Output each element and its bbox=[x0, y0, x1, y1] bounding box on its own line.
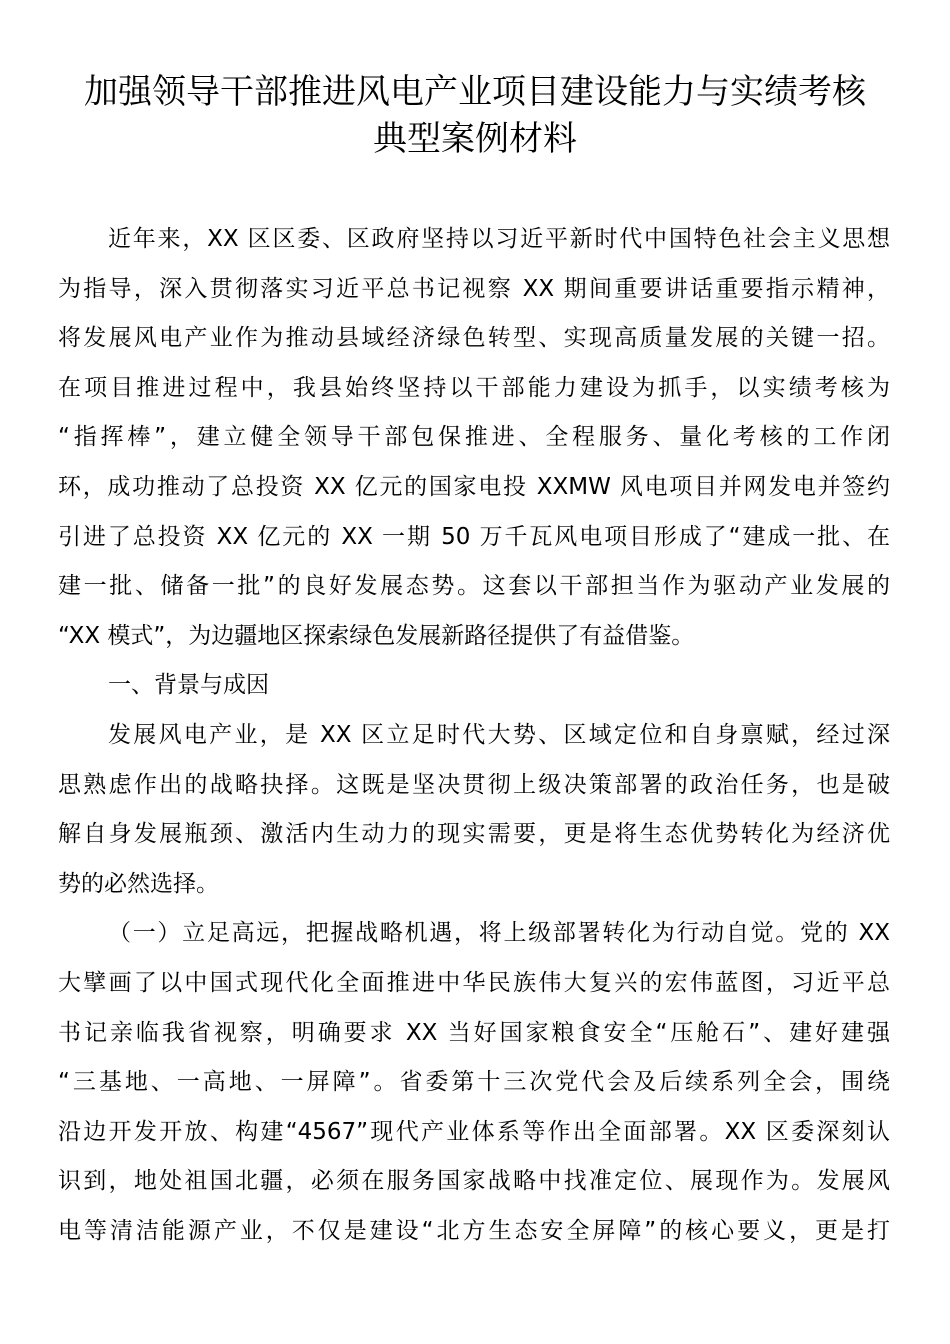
paragraph-line: 沿边开发开放、构建“4567”现代产业体系等作出全面部署。XX 区委深刻认 bbox=[58, 1118, 890, 1145]
document-title-line-2: 典型案例材料 bbox=[373, 119, 577, 159]
paragraph-line: 思熟虑作出的战略抉择。这既是坚决贯彻上级决策部署的政治任务，也是破 bbox=[58, 771, 890, 798]
document-title-line-1: 加强领导干部推进风电产业项目建设能力与实绩考核 bbox=[84, 72, 866, 112]
paragraph-line: 发展风电产业，是 XX 区立足时代大势、区域定位和自身禀赋，经过深 bbox=[108, 721, 890, 748]
paragraph-line: （一）立足高远，把握战略机遇，将上级部署转化为行动自觉。党的 XX bbox=[108, 920, 890, 947]
paragraph-line: 引进了总投资 XX 亿元的 XX 一期 50 万千瓦风电项目形成了“建成一批、在 bbox=[58, 523, 890, 550]
paragraph-line: 近年来，XX 区区委、区政府坚持以习近平新时代中国特色社会主义思想 bbox=[108, 226, 890, 252]
paragraph-line: “指挥棒”，建立健全领导干部包保推进、全程服务、量化考核的工作闭 bbox=[58, 424, 890, 451]
paragraph-line: “XX 模式”，为边疆地区探索绿色发展新路径提供了有益借鉴。 bbox=[58, 622, 695, 649]
paragraph-line: 电等清洁能源产业，不仅是建设“北方生态安全屏障”的核心要义，更是打 bbox=[58, 1217, 890, 1244]
document-body bbox=[58, 215, 890, 1256]
paragraph-line: 环，成功推动了总投资 XX 亿元的国家电投 XXMW 风电项目并网发电并签约 bbox=[58, 473, 890, 500]
paragraph-line: 识到，地处祖国北疆，必须在服务国家战略中找准定位、展现作为。发展风 bbox=[58, 1168, 890, 1195]
paragraph-line: 解自身发展瓶颈、激活内生动力的现实需要，更是将生态优势转化为经济优 bbox=[58, 821, 890, 848]
paragraph-line: 书记亲临我省视察，明确要求 XX 当好国家粮食安全“压舱石”、建好建强 bbox=[58, 1019, 890, 1046]
paragraph-line: 在项目推进过程中，我县始终坚持以干部能力建设为抓手，以实绩考核为 bbox=[58, 374, 890, 401]
paragraph-line: 将发展风电产业作为推动县域经济绿色转型、实现高质量发展的关键一招。 bbox=[58, 325, 890, 352]
paragraph-line: 大擘画了以中国式现代化全面推进中华民族伟大复兴的宏伟蓝图，习近平总 bbox=[58, 969, 890, 996]
paragraph-line: 为指导，深入贯彻落实习近平总书记视察 XX 期间重要讲话重要指示精神， bbox=[58, 275, 890, 302]
paragraph-line: “三基地、一高地、一屏障”。省委第十三次党代会及后续系列全会，围绕 bbox=[58, 1069, 890, 1096]
paragraph-line: 势的必然选择。 bbox=[58, 870, 219, 897]
paragraph-line: 建一批、储备一批”的良好发展态势。这套以干部担当作为驱动产业发展的 bbox=[58, 573, 890, 600]
section-heading: 一、背景与成因 bbox=[108, 672, 269, 699]
